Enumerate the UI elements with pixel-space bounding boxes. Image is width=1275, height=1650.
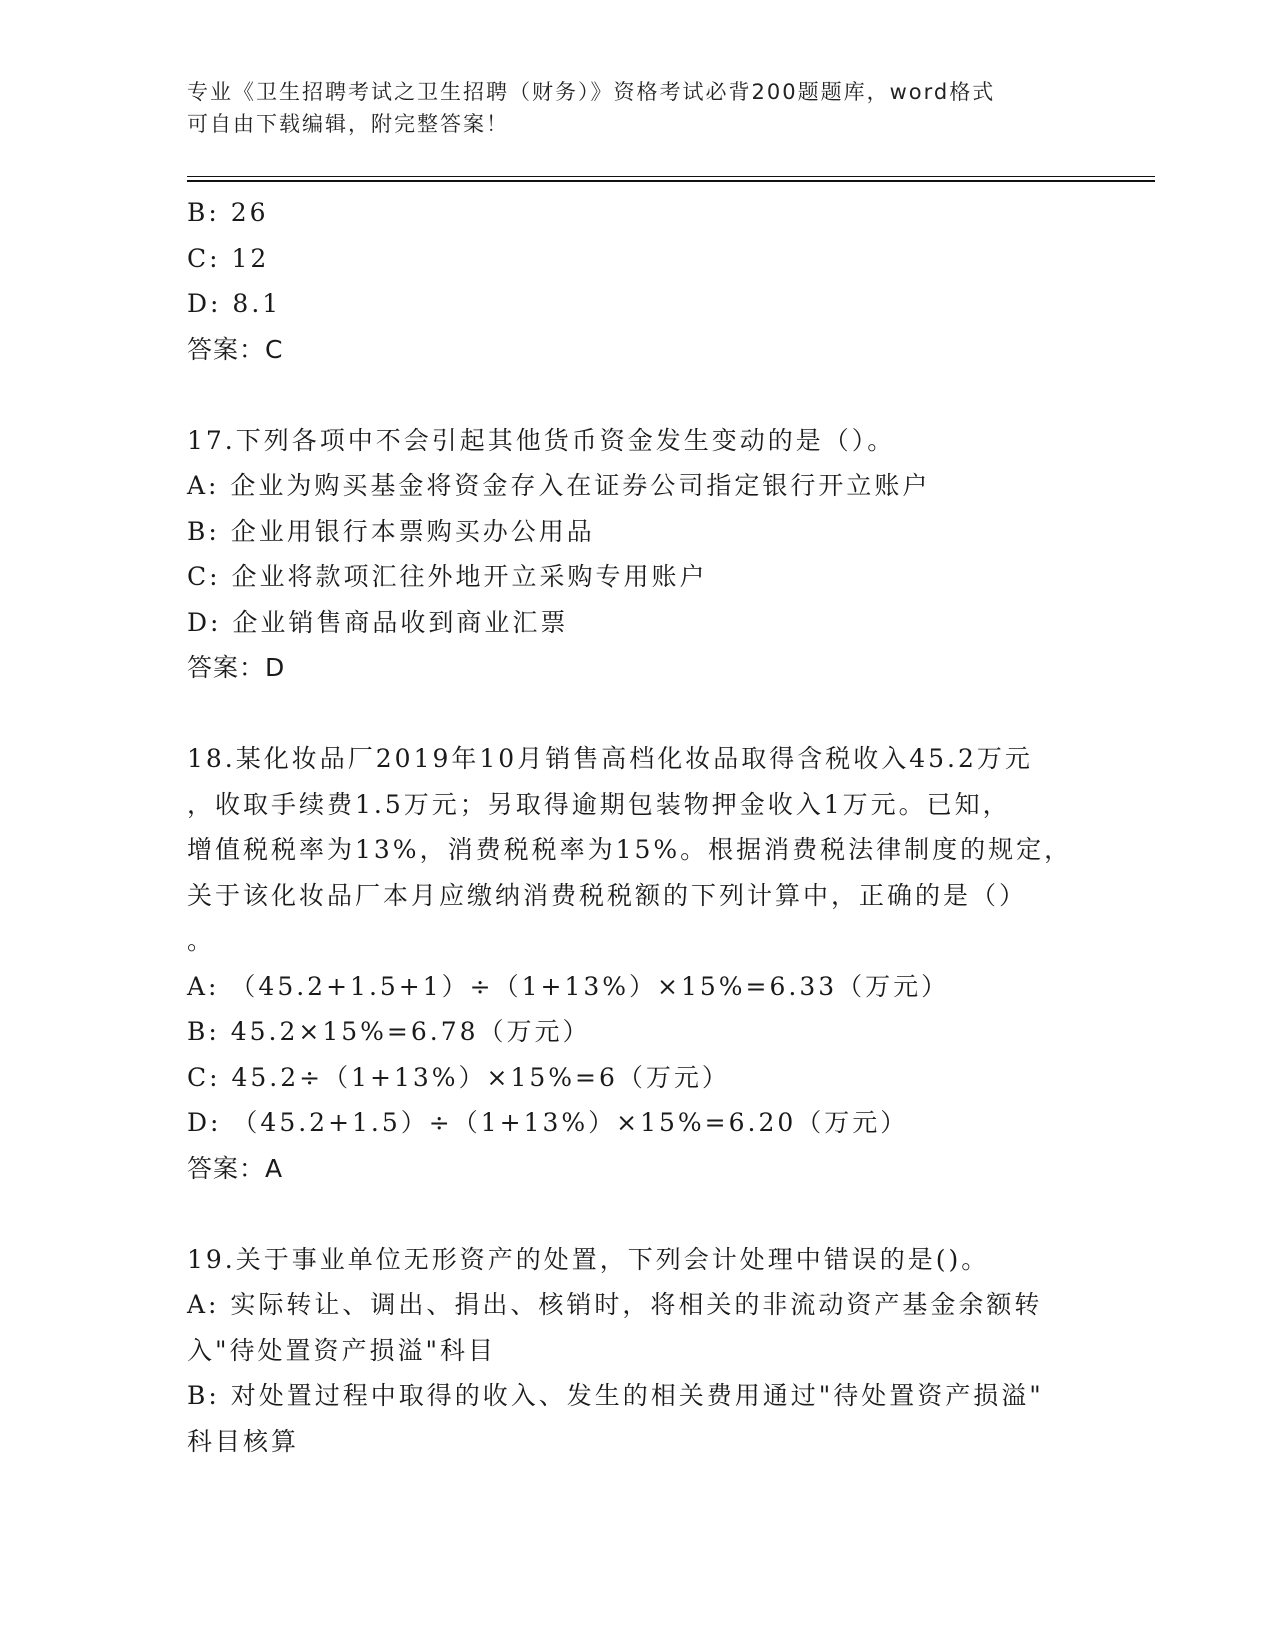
spacer — [187, 372, 1087, 418]
option-c: C: 45.2÷（1+13%）×15%=6（万元） — [187, 1062, 730, 1092]
option-d: D: 8.1 — [187, 289, 282, 318]
question-17 — [187, 418, 1087, 691]
question-16 — [187, 190, 1087, 372]
question-stem-line-4: 关于该化妆品厂本月应缴纳消费税税额的下列计算中，正确的是（） — [187, 880, 1028, 910]
question-stem-line-5: 。 — [187, 926, 216, 955]
header-divider-thick — [187, 180, 1155, 182]
answer-line: 答案：D — [187, 653, 286, 682]
question-19 — [187, 1237, 1087, 1465]
option-b: B: 45.2×15%=6.78（万元） — [187, 1017, 591, 1046]
answer-line: 答案：A — [187, 1153, 284, 1183]
question-stem: 17.下列各项中不会引起其他货币资金发生变动的是（）。 — [187, 425, 896, 455]
option-d: D: 企业销售商品收到商业汇票 — [187, 607, 569, 637]
option-b-line-2: 科目核算 — [187, 1426, 300, 1456]
question-stem-line-3: 增值税税率为13%，消费税税率为15%。根据消费税法律制度的规定， — [187, 835, 1073, 864]
spacer — [187, 691, 1087, 737]
question-stem-line-1: 18.某化妆品厂2019年10月销售高档化妆品取得含税收入45.2万元 — [187, 744, 1033, 773]
question-stem: 19.关于事业单位无形资产的处置，下列会计处理中错误的是()。 — [187, 1244, 990, 1274]
option-d: D: （45.2+1.5）÷（1+13%）×15%=6.20（万元） — [187, 1108, 909, 1137]
question-list — [187, 190, 1087, 1464]
option-a-line-2: 入"待处置资产损溢"科目 — [187, 1335, 496, 1365]
header-title-line-2: 可自由下载编辑，附完整答案！ — [187, 112, 509, 136]
header-divider-thin — [187, 176, 1155, 177]
question-18 — [187, 736, 1087, 1191]
page-header — [187, 76, 1067, 140]
answer-line: 答案：C — [187, 334, 284, 364]
option-b-line-1: B: 对处置过程中取得的收入、发生的相关费用通过"待处置资产损溢" — [187, 1381, 1044, 1410]
option-c: C: 12 — [187, 243, 270, 273]
option-b: B: 企业用银行本票购买办公用品 — [187, 516, 595, 546]
option-a-line-1: A: 实际转让、调出、捐出、核销时，将相关的非流动资产基金余额转 — [187, 1290, 1043, 1319]
option-c: C: 企业将款项汇往外地开立采购专用账户 — [187, 562, 708, 591]
option-a: A: （45.2+1.5+1）÷（1+13%）×15%=6.33（万元） — [187, 971, 950, 1001]
spacer — [187, 1191, 1087, 1237]
option-b: B: 26 — [187, 198, 269, 227]
header-title-line-1: 专业《卫生招聘考试之卫生招聘（财务）》资格考试必背200题题库，word格式 — [187, 80, 996, 104]
option-a: A: 企业为购买基金将资金存入在证券公司指定银行开立账户 — [187, 471, 931, 500]
question-stem-line-2: ，收取手续费1.5万元；另取得逾期包装物押金收入1万元。已知， — [187, 789, 1011, 819]
